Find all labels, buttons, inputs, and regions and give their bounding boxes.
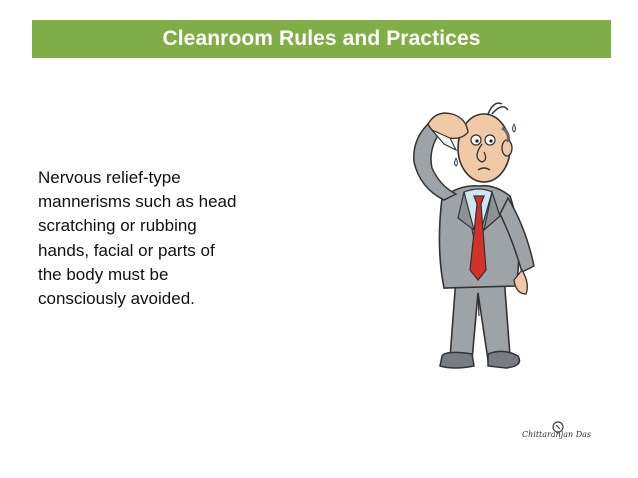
nervous-man-illustration [384, 88, 564, 378]
signature-text: Chittaranjan Das [522, 430, 592, 439]
body-line: the body must be [38, 264, 169, 284]
slide-title: Cleanroom Rules and Practices [162, 27, 481, 50]
body-line: scratching or rubbing [38, 216, 197, 236]
body-line: consciously avoided. [38, 289, 195, 309]
title-bar [32, 20, 611, 58]
body-line: hands, facial or parts of [38, 240, 215, 260]
body-line: mannerisms such as head [38, 192, 237, 212]
body-text [38, 166, 274, 311]
body-line: Nervous relief-type [38, 168, 181, 187]
